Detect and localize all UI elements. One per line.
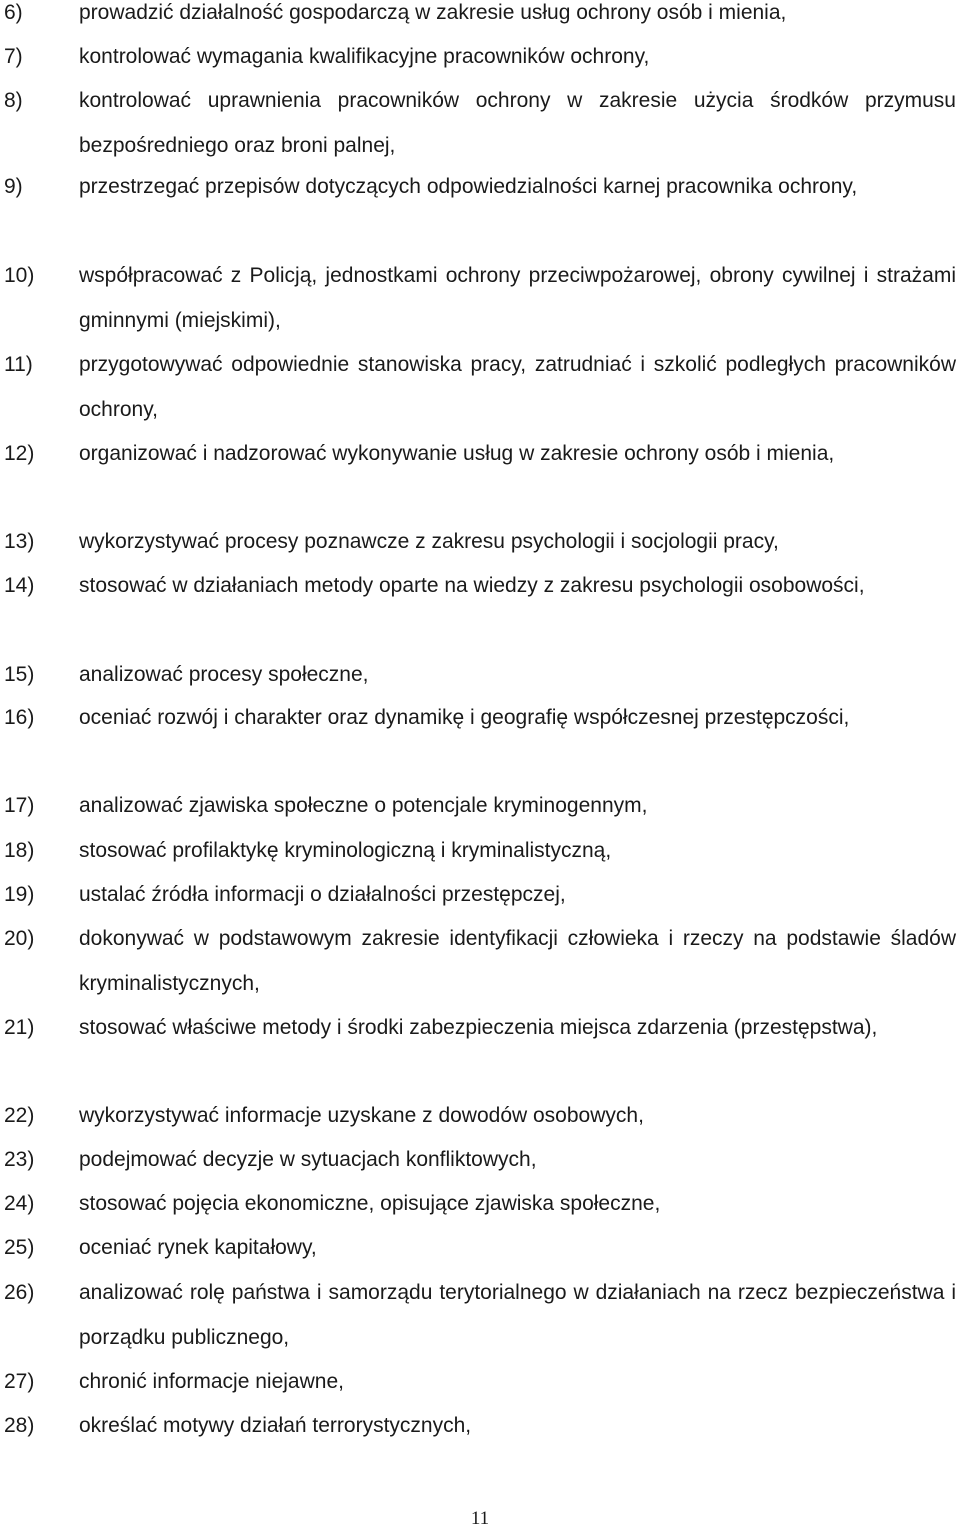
item-number: 23) bbox=[4, 1148, 35, 1171]
item-text: przestrzegać przepisów dotyczących odpowiedzialności karnej pracownika ochrony, bbox=[79, 175, 858, 198]
item-text: stosować pojęcia ekonomiczne, opisujące zjawiska społeczne, bbox=[79, 1192, 661, 1215]
item-number: 19) bbox=[4, 883, 35, 906]
item-text: oceniać rozwój i charakter oraz dynamikę i geografię współczesnej przestępczości, bbox=[79, 706, 850, 729]
item-number: 15) bbox=[4, 663, 35, 686]
item-number: 12) bbox=[4, 442, 35, 465]
item-text: stosować w działaniach metody oparte na wiedzy z zakresu psychologii osobowości, bbox=[79, 574, 865, 597]
item-text: chronić informacje niejawne, bbox=[79, 1370, 344, 1393]
item-text: analizować zjawiska społeczne o potencjale kryminogennym, bbox=[79, 794, 648, 817]
item-text: prowadzić działalność gospodarczą w zakresie usług ochrony osób i mienia, bbox=[79, 1, 787, 24]
item-text: analizować procesy społeczne, bbox=[79, 663, 369, 686]
item-text: wykorzystywać procesy poznawcze z zakresu psychologii i socjologii pracy, bbox=[79, 530, 779, 553]
item-number: 20) bbox=[4, 927, 35, 950]
item-number: 24) bbox=[4, 1192, 35, 1215]
item-text: wykorzystywać informacje uzyskane z dowodów osobowych, bbox=[79, 1104, 644, 1127]
item-number: 11) bbox=[4, 353, 33, 376]
item-number: 25) bbox=[4, 1236, 35, 1259]
item-number: 28) bbox=[4, 1414, 35, 1437]
item-text: stosować profilaktykę kryminologiczną i kryminalistyczną, bbox=[79, 839, 612, 862]
item-text: stosować właściwe metody i środki zabezpieczenia miejsca zdarzenia (przestępstwa), bbox=[79, 1016, 878, 1039]
item-text: analizować rolę państwa i samorządu terytorialnego w działaniach na rzecz bezpieczeństwa i porządku publicznego, bbox=[79, 1281, 956, 1349]
item-number: 8) bbox=[4, 89, 23, 112]
item-text: ustalać źródła informacji o działalności przestępczej, bbox=[79, 883, 566, 906]
item-text: dokonywać w podstawowym zakresie identyfikacji człowieka i rzeczy na podstawie śladów kryminalistycznych, bbox=[79, 927, 956, 995]
item-number: 22) bbox=[4, 1104, 35, 1127]
item-number: 26) bbox=[4, 1281, 35, 1304]
item-number: 18) bbox=[4, 839, 35, 862]
item-number: 10) bbox=[4, 264, 35, 287]
item-number: 9) bbox=[4, 175, 23, 198]
page-number: 11 bbox=[470, 1508, 490, 1529]
item-text: oceniać rynek kapitałowy, bbox=[79, 1236, 317, 1259]
item-number: 13) bbox=[4, 530, 35, 553]
item-number: 6) bbox=[4, 1, 23, 24]
item-number: 16) bbox=[4, 706, 35, 729]
item-text: podejmować decyzje w sytuacjach konfliktowych, bbox=[79, 1148, 537, 1171]
item-text: współpracować z Policją, jednostkami ochrony przeciwpożarowej, obrony cywilnej i strażami gminnymi (miejskimi), bbox=[79, 264, 956, 332]
item-number: 21) bbox=[4, 1016, 35, 1039]
item-number: 17) bbox=[4, 794, 35, 817]
item-text: organizować i nadzorować wykonywanie usług w zakresie ochrony osób i mienia, bbox=[79, 442, 835, 465]
item-number: 27) bbox=[4, 1370, 35, 1393]
item-text: określać motywy działań terrorystycznych, bbox=[79, 1414, 472, 1437]
item-text: kontrolować uprawnienia pracowników ochrony w zakresie użycia środków przymusu bezpośredniego oraz broni palnej, bbox=[79, 89, 956, 157]
item-number: 14) bbox=[4, 574, 35, 597]
item-text: przygotowywać odpowiednie stanowiska pracy, zatrudniać i szkolić podległych pracowników ochrony, bbox=[79, 353, 956, 421]
item-text: kontrolować wymagania kwalifikacyjne pracowników ochrony, bbox=[79, 45, 650, 68]
item-number: 7) bbox=[4, 45, 23, 68]
